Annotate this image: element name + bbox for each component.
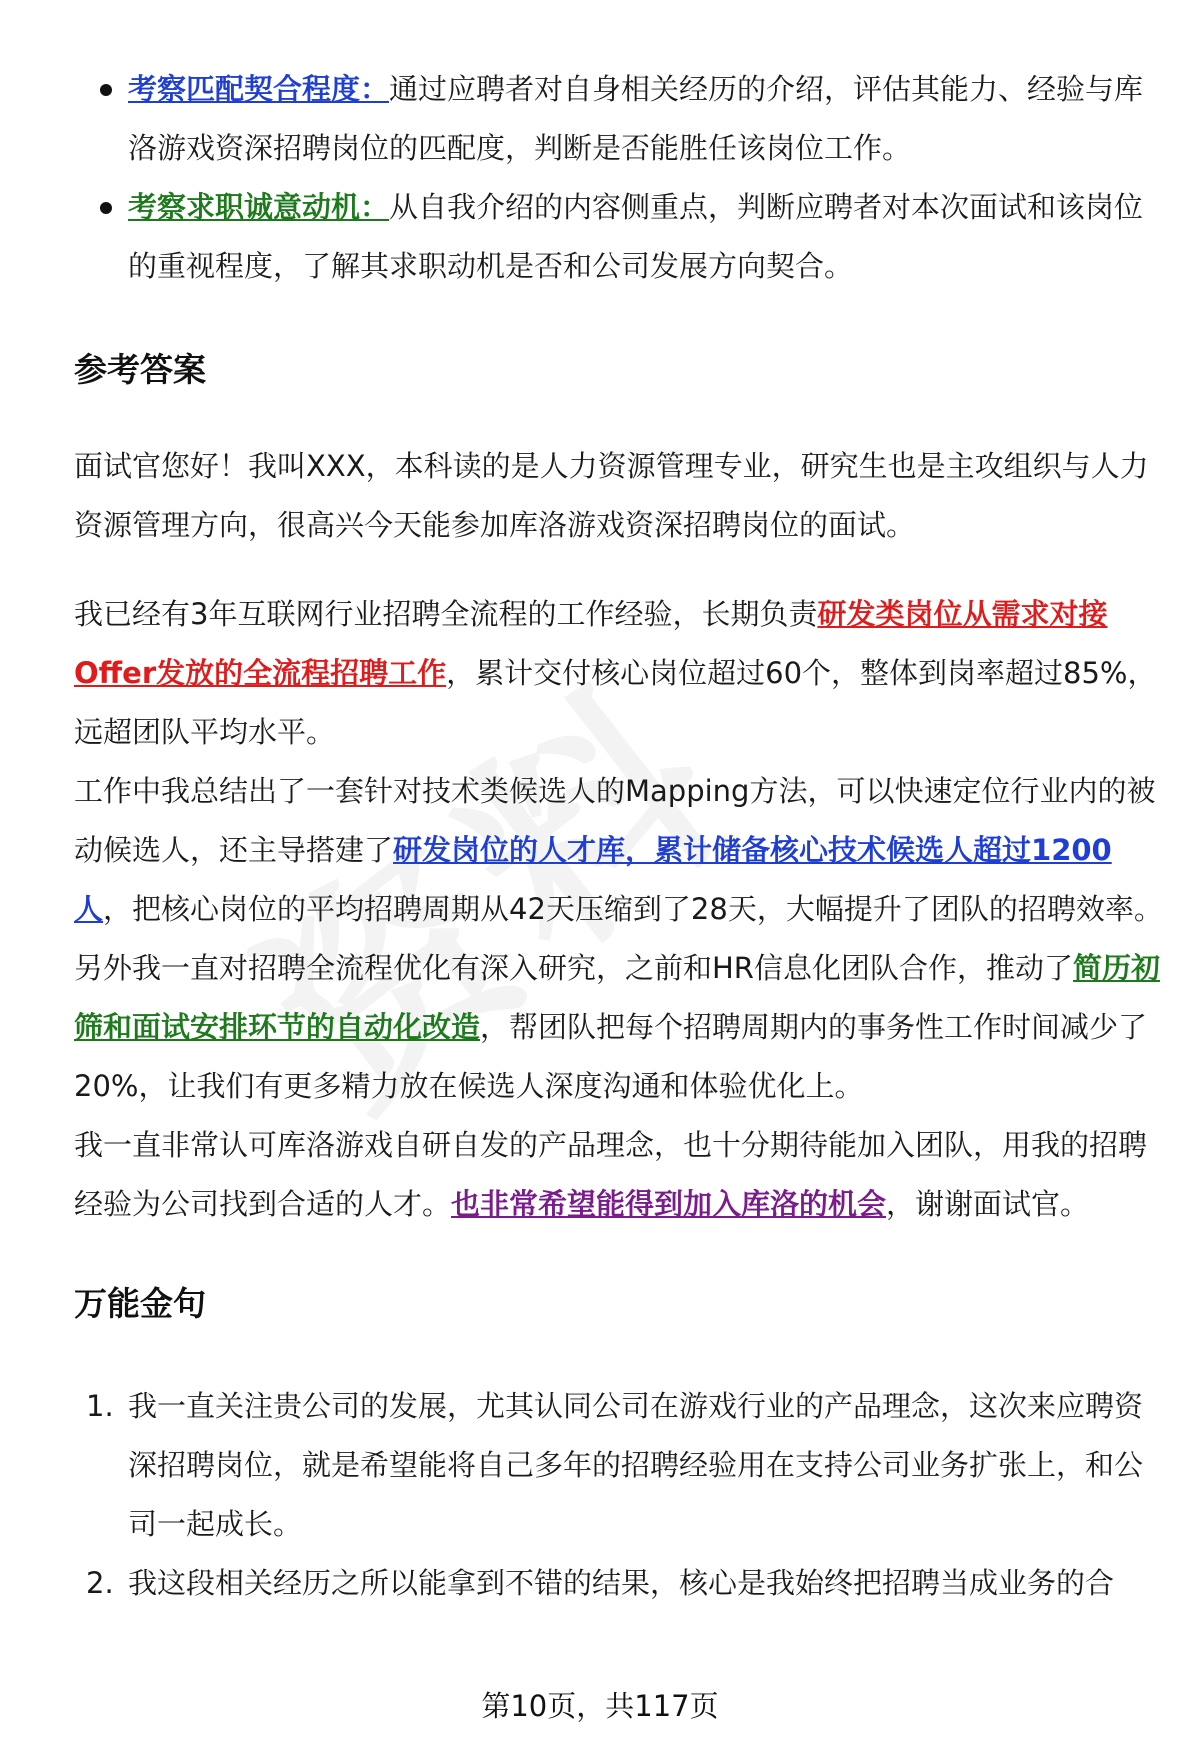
bullet-text: 从自我介绍的内容侧重点，判断应聘者对本次面试和该岗位的重视程度，了解其求职动机是否和公司发展方向契合。 bbox=[128, 190, 1144, 283]
text-span: 我已经有3年互联网行业招聘全流程的工作经验，长期负责 bbox=[74, 597, 818, 631]
list-item bbox=[74, 1554, 1164, 1613]
text-span: ，把核心岗位的平均招聘周期从42天压缩到了28天，大幅提升了团队的招聘效率。 bbox=[103, 892, 1163, 926]
list-item bbox=[74, 1377, 1164, 1554]
text-span: ，帮团队把每个招聘周期内的事务性工作时间减少了20%，让我们有更多精力放在候选人深度沟通和体验优化上。 bbox=[74, 1010, 1148, 1103]
text-span: ，累计交付核心岗位超过60个，整体到岗率超过85%，远超团队平均水平。 bbox=[74, 656, 1157, 749]
bullet-keyword: 考察匹配契合程度： bbox=[128, 72, 390, 106]
list-item-text: 我这段相关经历之所以能拿到不错的结果，核心是我始终把招聘当成业务的合 bbox=[128, 1566, 1115, 1600]
highlight-purple: 也非常希望能得到加入库洛的机会 bbox=[451, 1187, 887, 1221]
bullet-item bbox=[74, 178, 1164, 296]
text-span: 我一直非常认可库洛游戏自研自发的产品理念，也十分期待能加入团队，用我的招聘经验为公司找到合适的人才。 bbox=[74, 1128, 1148, 1221]
reference-experience-paragraph bbox=[74, 585, 1164, 762]
bullet-text: 通过应聘者对自身相关经历的介绍，评估其能力、经验与库洛游戏资深招聘岗位的匹配度，判断是否能胜任该岗位工作。 bbox=[128, 72, 1144, 165]
golden-sentences-heading: 万能金句 bbox=[74, 1284, 206, 1323]
text-span: 工作中我总结出了一套针对技术类候选人的Mapping方法，可以快速定位行业内的被动候选人，还主导搭建了 bbox=[74, 774, 1156, 867]
bullet-item bbox=[74, 60, 1164, 178]
list-number: 1. bbox=[86, 1389, 114, 1423]
reference-closing-paragraph bbox=[74, 1116, 1164, 1234]
highlight-green: 简历初筛和面试安排环节的自动化改造 bbox=[74, 951, 1160, 1044]
assessment-bullet-list bbox=[74, 60, 1164, 296]
list-number: 2. bbox=[86, 1566, 114, 1600]
page-number-footer: 第10页，共117页 bbox=[481, 1689, 719, 1723]
list-item-text: 我一直关注贵公司的发展，尤其认同公司在游戏行业的产品理念，这次来应聘资深招聘岗位，就是希望能将自己多年的招聘经验用在支持公司业务扩张上，和公司一起成长。 bbox=[128, 1389, 1144, 1541]
bullet-dot-icon bbox=[100, 84, 112, 96]
reference-intro-paragraph: 面试官您好！我叫XXX，本科读的是人力资源管理专业，研究生也是主攻组织与人力资源管理方向，很高兴今天能参加库洛游戏资深招聘岗位的面试。 bbox=[74, 449, 1149, 542]
text-span: 另外我一直对招聘全流程优化有深入研究，之前和HR信息化团队合作，推动了 bbox=[74, 951, 1073, 985]
reference-heading: 参考答案 bbox=[74, 350, 206, 389]
golden-sentences-list bbox=[74, 1377, 1164, 1613]
reference-optimization-paragraph bbox=[74, 939, 1164, 1116]
reference-method-paragraph bbox=[74, 762, 1164, 939]
highlight-blue: 研发岗位的人才库，累计储备核心技术候选人超过1200人 bbox=[74, 833, 1112, 926]
bullet-keyword: 考察求职诚意动机： bbox=[128, 190, 390, 224]
bullet-dot-icon bbox=[100, 202, 112, 214]
highlight-red: 研发类岗位从需求对接Offer发放的全流程招聘工作 bbox=[74, 597, 1108, 690]
page-content bbox=[74, 60, 1164, 1613]
text-span: ，谢谢面试官。 bbox=[886, 1187, 1090, 1221]
